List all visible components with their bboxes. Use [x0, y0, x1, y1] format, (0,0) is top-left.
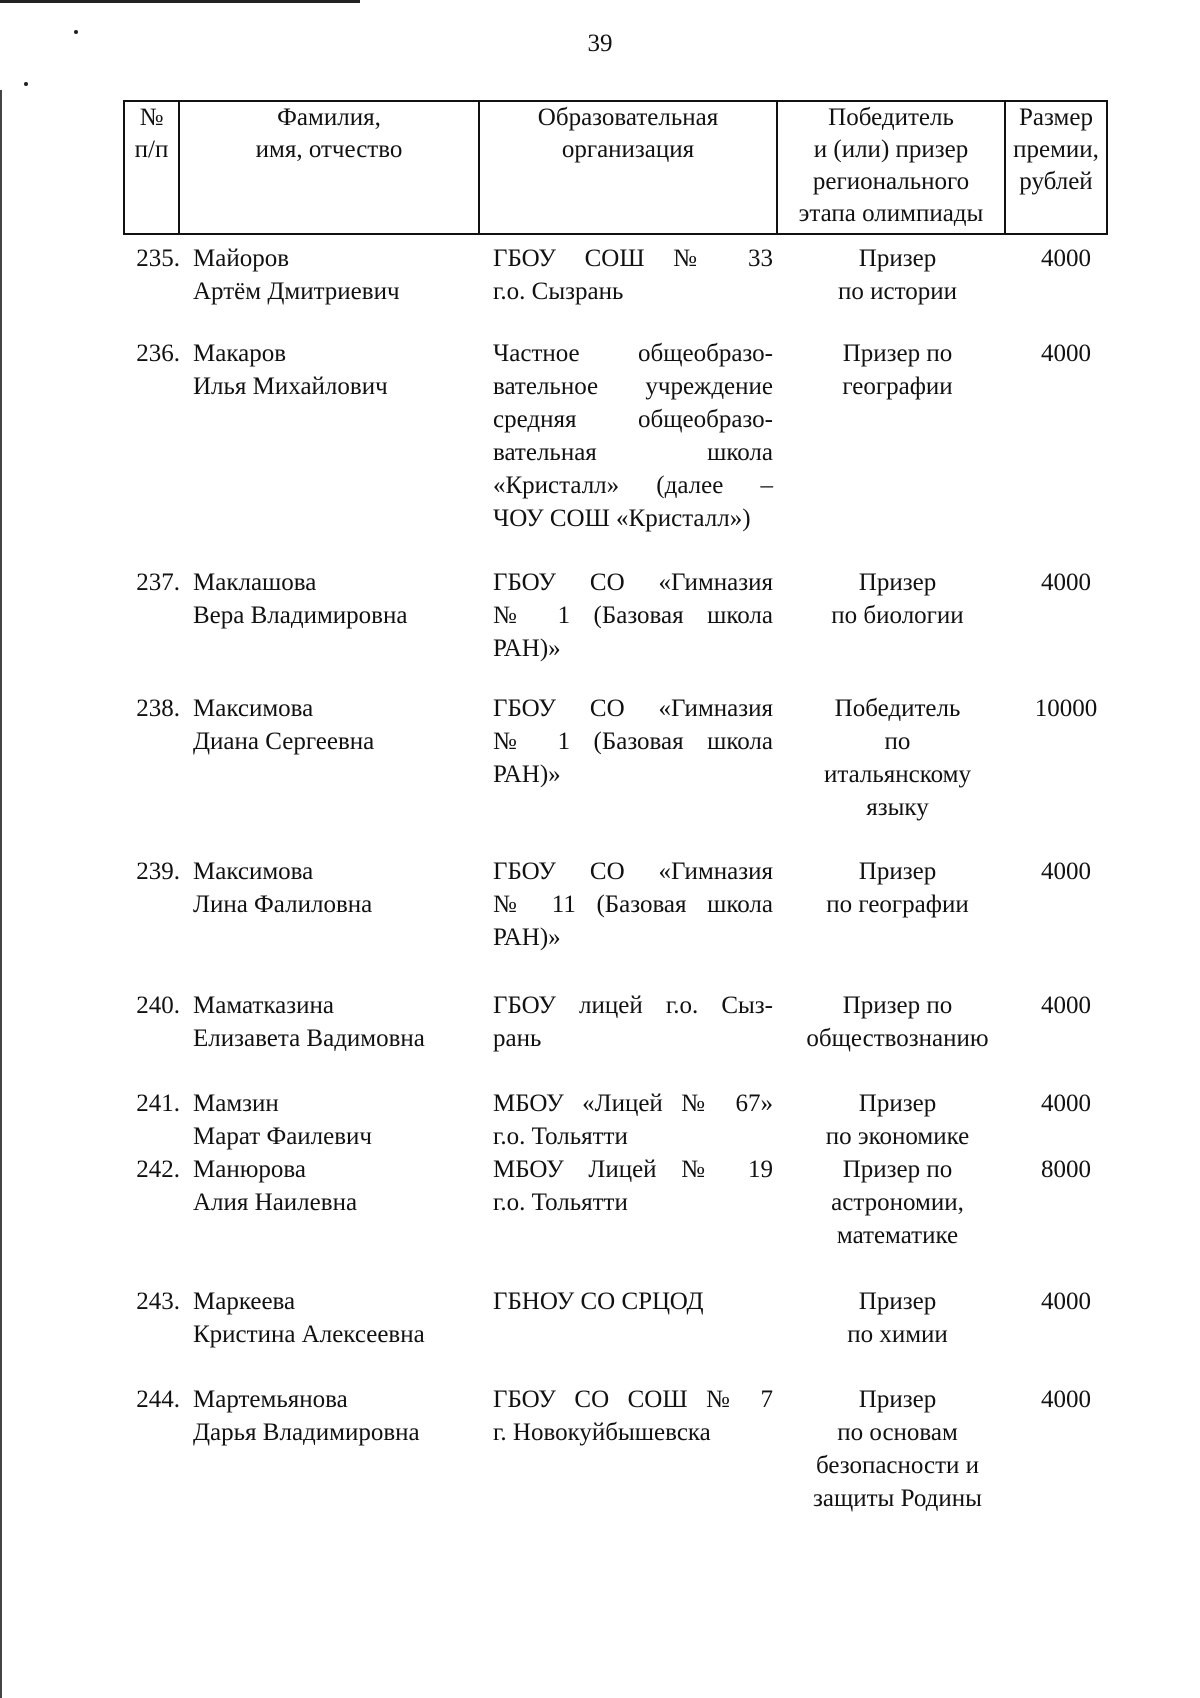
organization-line: Частное общеобразо-: [493, 340, 773, 367]
prize-amount: 4000: [1041, 992, 1091, 1019]
page-number: 39: [587, 30, 613, 57]
organization-line: № 1 (Базовая школа: [493, 728, 773, 755]
person-name-line: Мамзин: [193, 1090, 279, 1117]
row-number: 236.: [136, 340, 180, 367]
organization-line: РАН)»: [493, 761, 561, 788]
person-name-line: Илья Михайлович: [193, 373, 388, 400]
header-award: [776, 100, 1006, 235]
person-name: [193, 855, 483, 921]
person-name-line: Лина Фалиловна: [193, 891, 373, 918]
row-number: 238.: [136, 695, 180, 722]
award-status-line: языку: [866, 794, 929, 821]
award-status-line: астрономии,: [831, 1189, 964, 1216]
organization-line: ГБОУ СО «Гимназия: [493, 858, 773, 885]
organization: [493, 855, 773, 954]
organization-line: г.о. Сызрань: [493, 278, 624, 305]
organization-line: рань: [493, 1025, 542, 1052]
organization-line: вательная школа: [493, 439, 773, 466]
header-line: Образовательная: [537, 104, 719, 131]
award-status: [780, 692, 1015, 824]
award-status-line: итальянскому: [824, 761, 971, 788]
award-status-line: по химии: [847, 1321, 948, 1348]
prize-amount: 4000: [1041, 858, 1091, 885]
organization-line: РАН)»: [493, 635, 561, 662]
person-name-line: Максимова: [193, 858, 314, 885]
award-status: [780, 242, 1015, 308]
award-status-line: Призер по: [842, 1156, 953, 1183]
prize-amount: 10000: [1034, 695, 1098, 722]
person-name: [193, 1383, 483, 1449]
organization-line: ГБНОУ СО СРЦОД: [493, 1288, 704, 1315]
scan-speck: [24, 82, 28, 86]
header-line: №: [139, 104, 164, 131]
person-name: [193, 1087, 483, 1153]
award-status-line: Призер: [858, 1090, 937, 1117]
award-status-line: Победитель: [834, 695, 961, 722]
organization-line: г.о. Тольятти: [493, 1123, 628, 1150]
header-line: организация: [561, 136, 695, 163]
prize-amount: 4000: [1041, 245, 1091, 272]
person-name-line: Максимова: [193, 695, 314, 722]
award-status-line: обществознанию: [806, 1025, 989, 1052]
person-name-line: Марат Фаилевич: [193, 1123, 373, 1150]
person-name: [193, 566, 483, 632]
person-name: [193, 1153, 483, 1219]
person-name-line: Елизавета Вадимовна: [193, 1025, 425, 1052]
person-name: [193, 242, 483, 308]
award-status-line: защиты Родины: [813, 1485, 982, 1512]
organization-line: ГБОУ лицей г.о. Сыз-: [493, 992, 773, 1019]
row-number: 242.: [136, 1156, 180, 1183]
person-name-line: Манюрова: [193, 1156, 306, 1183]
organization-line: г. Новокуйбышевска: [493, 1419, 711, 1446]
organization-line: РАН)»: [493, 924, 561, 951]
row-number: 244.: [136, 1386, 180, 1413]
organization-line: МБОУ Лицей № 19: [493, 1156, 773, 1183]
award-status-line: Призер: [858, 1386, 937, 1413]
person-name-line: Маклашова: [193, 569, 317, 596]
header-line: рублей: [1019, 168, 1093, 195]
header-number: [123, 100, 180, 235]
person-name-line: Артём Дмитриевич: [193, 278, 400, 305]
award-status: [780, 337, 1015, 403]
award-status-line: Призер по: [842, 992, 953, 1019]
person-name-line: Маматказина: [193, 992, 334, 1019]
row-number: 235.: [136, 245, 180, 272]
organization-line: № 1 (Базовая школа: [493, 602, 773, 629]
award-status: [780, 1285, 1015, 1351]
organization-line: вательное учреждение: [493, 373, 773, 400]
row-number: 240.: [136, 992, 180, 1019]
award-status-line: Призер: [858, 858, 937, 885]
person-name-line: Маркеева: [193, 1288, 296, 1315]
person-name-line: Макаров: [193, 340, 286, 367]
scan-edge-left: [0, 90, 2, 1698]
person-name-line: Мартемьянова: [193, 1386, 348, 1413]
award-status-line: по: [884, 728, 911, 755]
award-status: [780, 566, 1015, 632]
award-status-line: безопасности и: [815, 1452, 980, 1479]
award-status: [780, 855, 1015, 921]
header-amount: [1004, 100, 1108, 235]
award-status-line: математике: [836, 1222, 959, 1249]
person-name: [193, 692, 483, 758]
award-status-line: Призер по: [842, 340, 953, 367]
person-name-line: Диана Сергеевна: [193, 728, 375, 755]
header-line: этапа олимпиады: [798, 200, 984, 227]
prize-amount: 4000: [1041, 1386, 1091, 1413]
organization-line: № 11 (Базовая школа: [493, 891, 773, 918]
prize-amount: 8000: [1041, 1156, 1091, 1183]
scan-edge-top: [0, 0, 360, 3]
organization: [493, 1153, 773, 1219]
organization-line: ГБОУ СО СОШ № 7: [493, 1386, 773, 1413]
award-status-line: Призер: [858, 1288, 937, 1315]
prize-amount: 4000: [1041, 340, 1091, 367]
prize-amount: 4000: [1041, 1090, 1091, 1117]
organization-line: «Кристалл» (далее –: [493, 472, 773, 499]
header-organization: [478, 100, 778, 235]
header-line: п/п: [134, 136, 169, 163]
header-name: [178, 100, 480, 235]
row-number: 241.: [136, 1090, 180, 1117]
row-number: 239.: [136, 858, 180, 885]
header-line: Размер: [1019, 104, 1093, 131]
organization: [493, 566, 773, 665]
row-number: 243.: [136, 1288, 180, 1315]
header-line: и (или) призер: [813, 136, 969, 163]
person-name: [193, 337, 483, 403]
row-number: 237.: [136, 569, 180, 596]
header-line: Фамилия,: [277, 104, 381, 131]
person-name-line: Дарья Владимировна: [193, 1419, 420, 1446]
organization: [493, 1285, 773, 1318]
prize-amount: 4000: [1041, 1288, 1091, 1315]
header-line: Победитель: [828, 104, 954, 131]
award-status-line: по истории: [838, 278, 957, 305]
organization: [493, 989, 773, 1055]
award-status-line: по основам: [837, 1419, 958, 1446]
award-status: [780, 989, 1015, 1055]
person-name-line: Алия Наилевна: [193, 1189, 358, 1216]
organization-line: ГБОУ СО «Гимназия: [493, 695, 773, 722]
award-status: [780, 1383, 1015, 1515]
organization: [493, 1087, 773, 1153]
award-status-line: по экономике: [825, 1123, 970, 1150]
organization: [493, 337, 773, 535]
award-status-line: по биологии: [831, 602, 964, 629]
award-status-line: географии: [842, 373, 953, 400]
organization-line: г.о. Тольятти: [493, 1189, 628, 1216]
organization-line: ЧОУ СОШ «Кристалл»): [493, 505, 751, 532]
award-status-line: Призер: [858, 245, 937, 272]
person-name-line: Майоров: [193, 245, 290, 272]
organization-line: средняя общеобразо-: [493, 406, 773, 433]
person-name-line: Кристина Алексеевна: [193, 1321, 425, 1348]
organization-line: ГБОУ СО «Гимназия: [493, 569, 773, 596]
organization: [493, 1383, 773, 1449]
person-name-line: Вера Владимировна: [193, 602, 408, 629]
person-name: [193, 1285, 483, 1351]
header-line: регионального: [812, 168, 970, 195]
header-line: премии,: [1013, 136, 1099, 163]
organization-line: МБОУ «Лицей № 67»: [493, 1090, 773, 1117]
award-status-line: по географии: [826, 891, 969, 918]
award-status: [780, 1153, 1015, 1252]
person-name: [193, 989, 483, 1055]
organization: [493, 692, 773, 791]
prize-amount: 4000: [1041, 569, 1091, 596]
organization-line: ГБОУ СОШ № 33: [493, 245, 773, 272]
award-status: [780, 1087, 1015, 1153]
award-status-line: Призер: [858, 569, 937, 596]
organization: [493, 242, 773, 308]
header-line: имя, отчество: [255, 136, 403, 163]
